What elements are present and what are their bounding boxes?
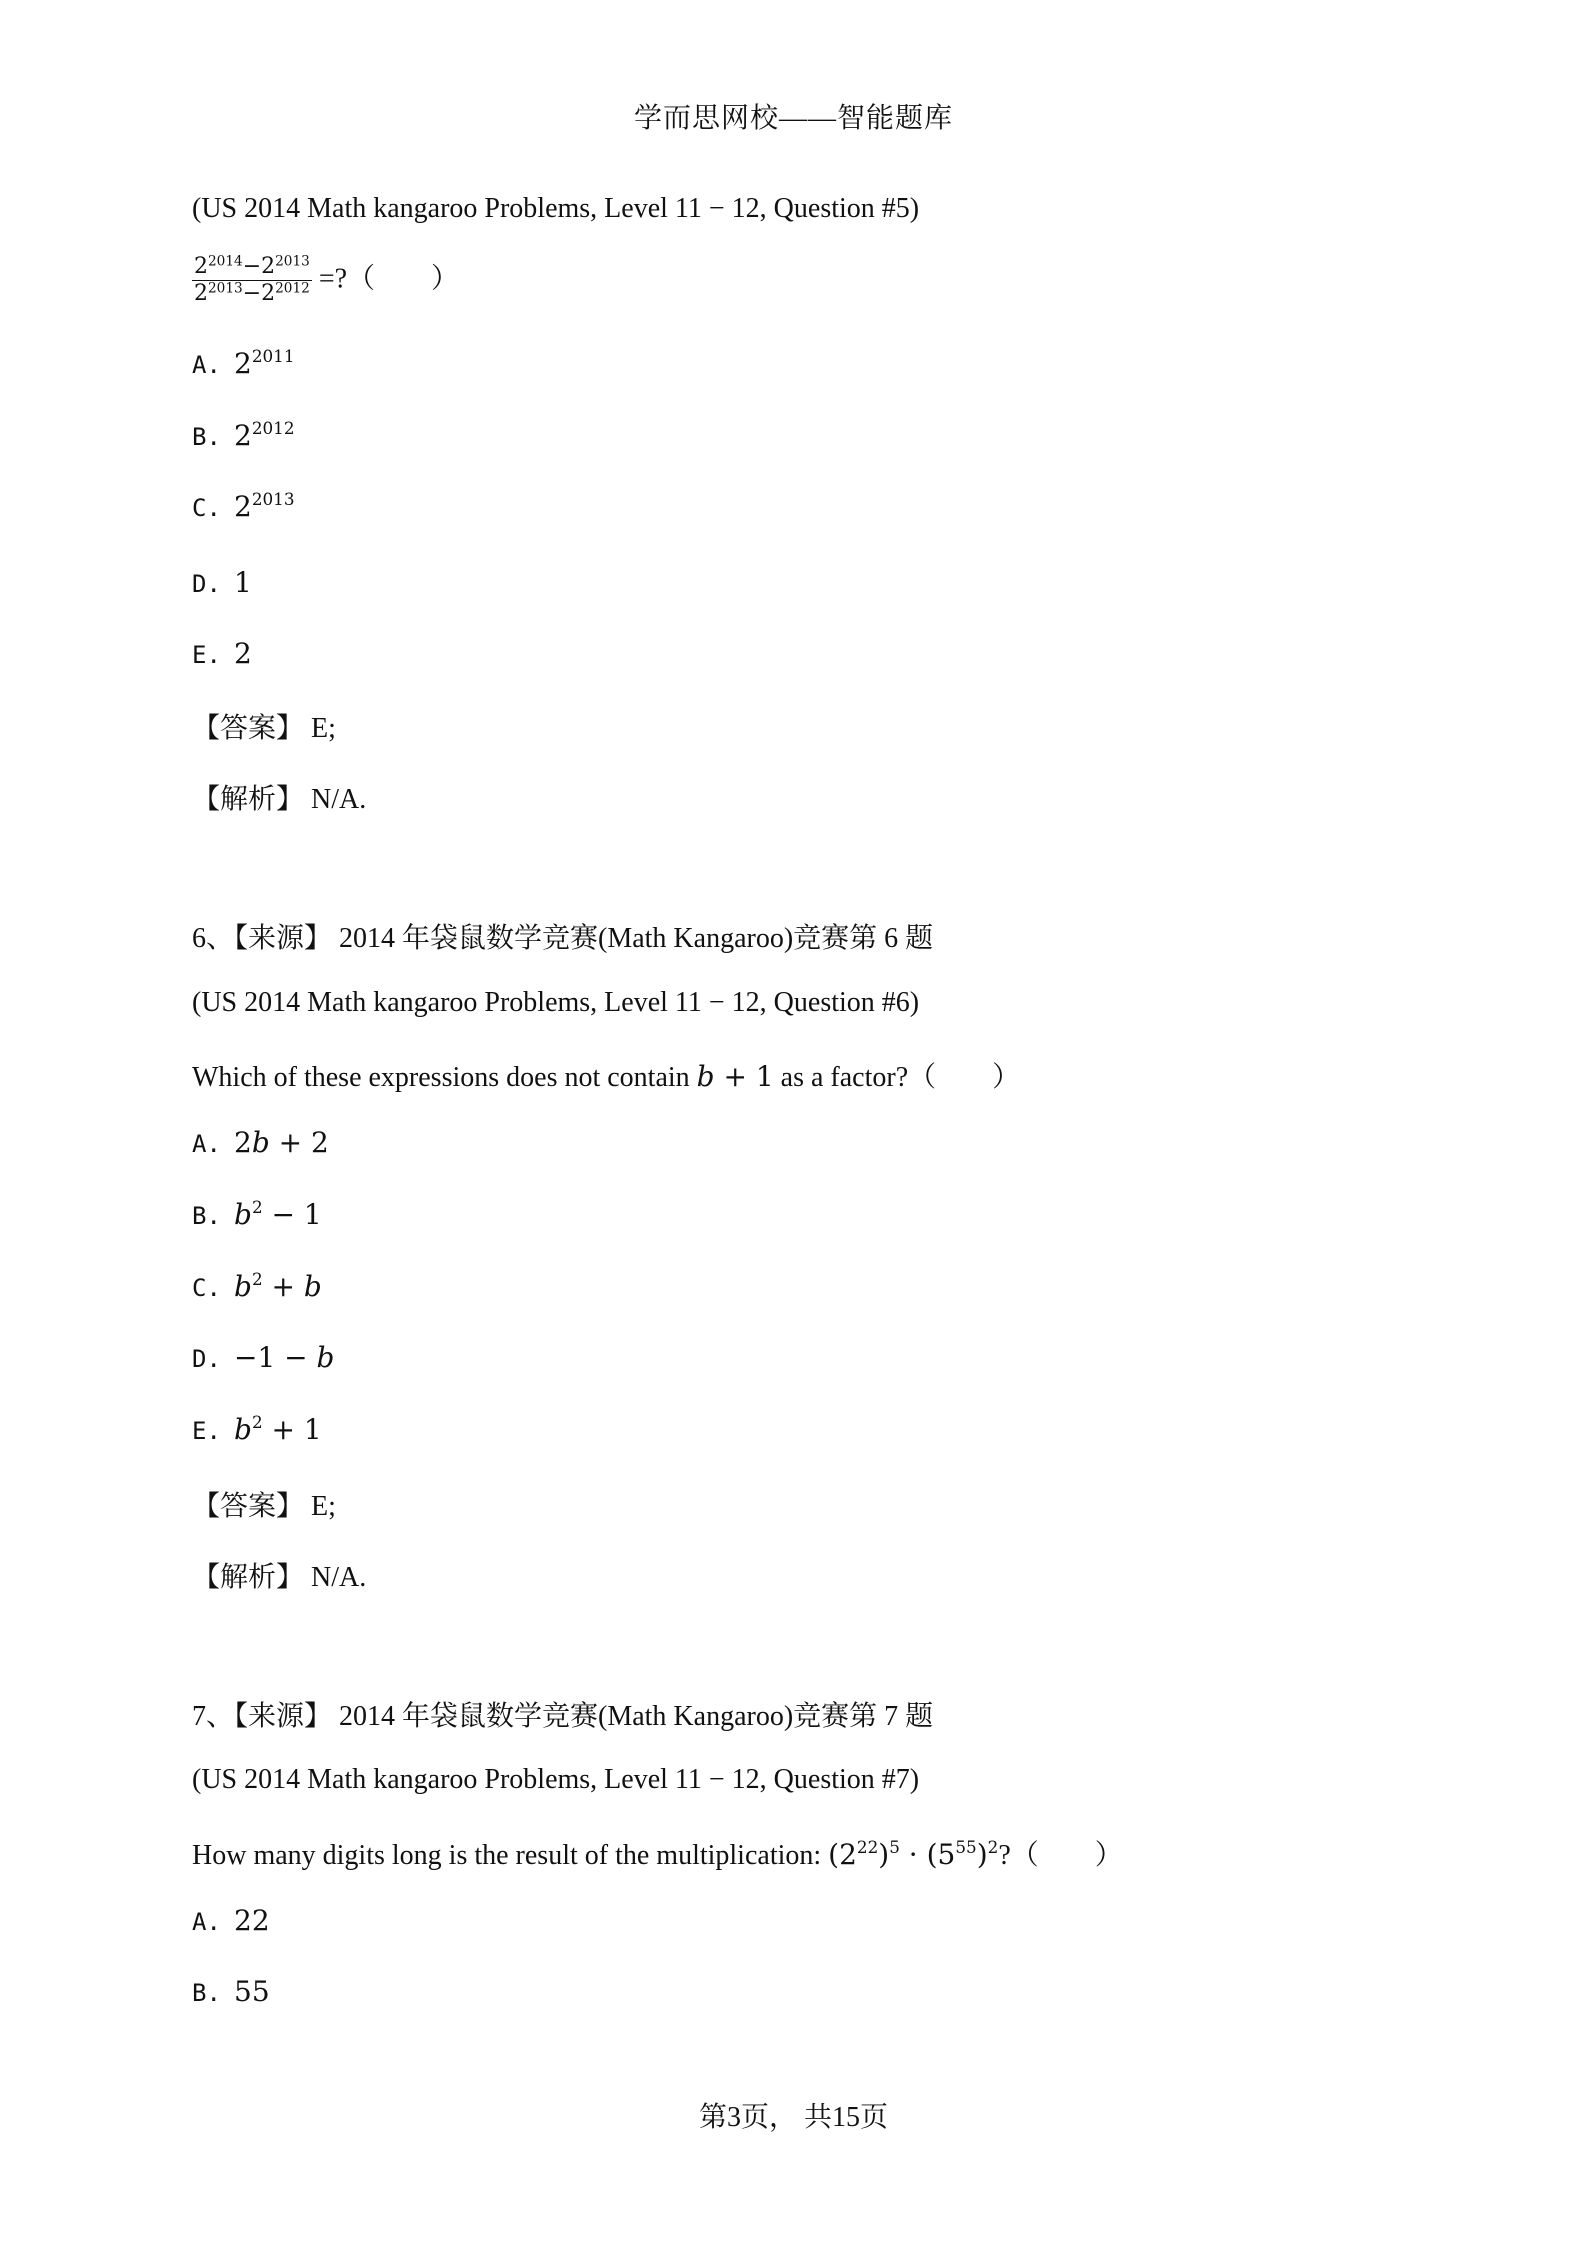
q5-denominator: $2^{2013}-2^{2012}$ <box>194 280 310 307</box>
q5-option-a: A. $2^{2011}$ <box>192 346 295 380</box>
q5-stem <box>192 254 459 308</box>
q5-analysis: 【解析】 N/A. <box>192 784 367 815</box>
q6-stem: Which of these expressions does not contain b + 1 as a factor?（ ） <box>192 1060 1021 1093</box>
q5-numerator: $2^{2014}-2^{2013}$ <box>192 254 312 281</box>
q5-fraction <box>192 254 312 308</box>
q6-option-d: D. −1 − b <box>192 1341 335 1374</box>
q6-option-e: E. $b^2 + 1$ <box>192 1412 322 1446</box>
q5-option-d: D. 1 <box>192 566 252 599</box>
q7-title: 7、【来源】 2014 年袋鼠数学竞赛(Math Kangaroo)竞赛第 7 题 <box>192 1701 934 1732</box>
q5-option-c: C. $2^{2013}$ <box>192 489 295 523</box>
q7-source-line: (US 2014 Math kangaroo Problems, Level 11 − 12, Question #7) <box>192 1764 920 1795</box>
page-footer: 第3页， 共15页 <box>698 2102 888 2133</box>
q5-option-b: B. $2^{2012}$ <box>192 418 295 452</box>
q7-option-a: A. 22 <box>192 1904 270 1937</box>
q6-option-c: C. $b^2 + b$ <box>192 1269 322 1303</box>
q6-source-line: (US 2014 Math kangaroo Problems, Level 11 − 12, Question #6) <box>192 987 920 1018</box>
q6-option-a: A. 2b + 2 <box>192 1126 329 1159</box>
q7-option-b: B. 55 <box>192 1975 270 2008</box>
q5-answer: 【答案】 E; <box>192 713 336 744</box>
page-header: 学而思网校——智能题库 <box>633 103 953 134</box>
q5-stem-tail: =?（ ） <box>318 263 460 295</box>
q5-source-line: (US 2014 Math kangaroo Problems, Level 11 − 12, Question #5) <box>192 193 920 224</box>
q6-title: 6、【来源】 2014 年袋鼠数学竞赛(Math Kangaroo)竞赛第 6 题 <box>192 923 934 954</box>
q6-analysis: 【解析】 N/A. <box>192 1562 367 1593</box>
q6-option-b: B. $b^2 - 1$ <box>192 1197 322 1231</box>
q5-option-e: E. 2 <box>192 637 252 670</box>
q6-answer: 【答案】 E; <box>192 1491 336 1522</box>
q7-stem: How many digits long is the result of the multiplication: $(2^{22})^5$ · $(5^{55})^2$?（ ） <box>192 1837 1123 1871</box>
